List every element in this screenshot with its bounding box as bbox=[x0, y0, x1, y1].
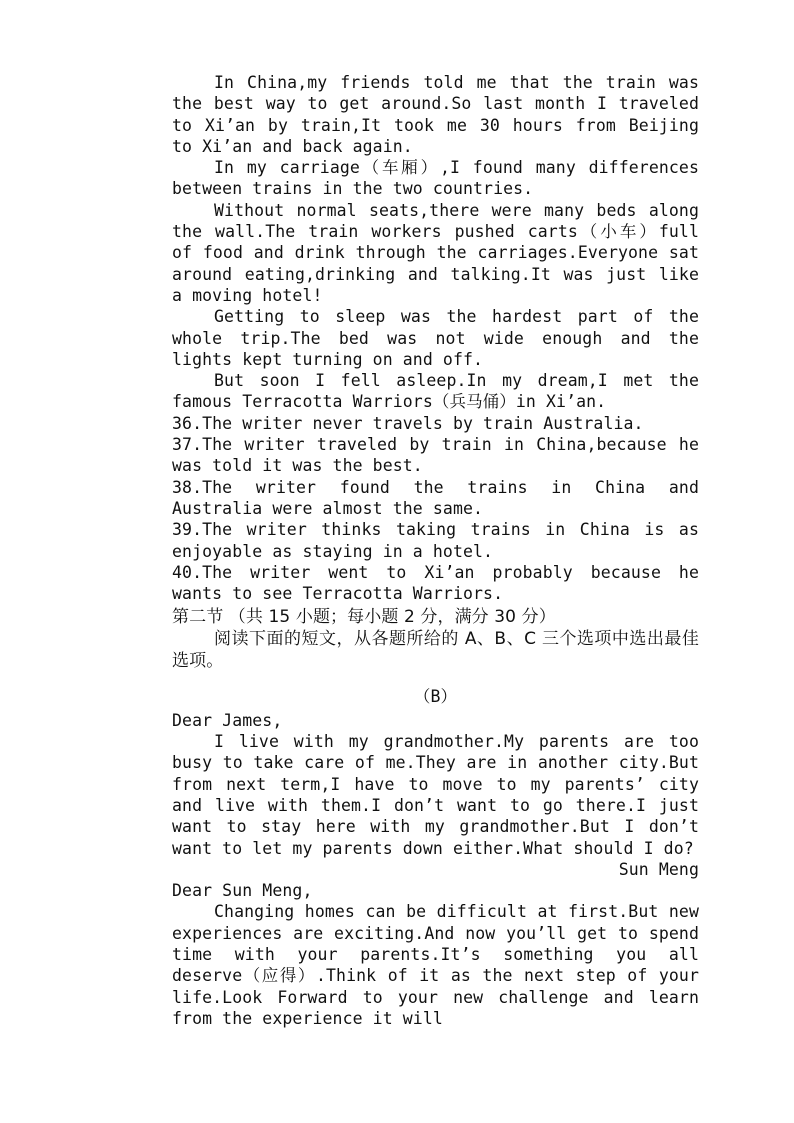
question-40: 40.The writer went to Xi’an probably because he wants to see Terracotta Warriors. bbox=[172, 562, 699, 604]
letter-1-body: I live with my grandmother.My parents are too busy to take care of me.They are in another city.But from next term,I have to move to my parents’ city and live with them.I don’t want to go there.I just want to stay here with my grandmother.But I don’t want to let my parents down either.What should I do? bbox=[172, 732, 699, 858]
question-38: 38.The writer found the trains in China and Australia were almost the same. bbox=[172, 477, 699, 518]
passage-a-paragraph-5: But soon I fell asleep.In my dream,I met the famous Terracotta Warriors（兵马俑）in Xi’an. bbox=[172, 371, 699, 412]
passage-a-paragraph-2: In my carriage（车厢）,I found many differences between trains in the two countries. bbox=[172, 158, 699, 199]
letter-2-body: Changing homes can be difficult at first.But new experiences are exciting.And now you’ll get to spend time with your parents.It’s something you all deserve（应得）.Think of it as the next step of your life.Look Forward to your new challenge and learn from the experience it will bbox=[172, 902, 699, 1028]
question-37: 37.The writer traveled by train in China,because he was told it was the best. bbox=[172, 435, 699, 476]
section-instruction: 阅读下面的短文，从各题所给的 A、B、C 三个选项中选出最佳选项。 bbox=[172, 629, 699, 672]
letter-2-greeting: Dear Sun Meng, bbox=[172, 881, 313, 901]
section-heading: 第二节 （共 15 小题；每小题 2 分，满分 30 分） bbox=[172, 607, 556, 628]
passage-b-label: （B） bbox=[413, 687, 458, 707]
question-36: 36.The writer never travels by train Australia. bbox=[172, 413, 644, 433]
document-page bbox=[172, 72, 699, 1029]
letter-1-greeting: Dear James, bbox=[172, 710, 283, 730]
passage-a-paragraph-1: In China,my friends told me that the train was the best way to get around.So last month I traveled to Xi’an by train,It took me 30 hours from Beijing to Xi’an and back again. bbox=[172, 73, 699, 156]
question-39: 39.The writer thinks taking trains in China is as enjoyable as staying in a hotel. bbox=[172, 520, 699, 561]
passage-a-paragraph-4: Getting to sleep was the hardest part of the whole trip.The bed was not wide enough and the lights kept turning on and off. bbox=[172, 307, 699, 369]
passage-a-paragraph-3: Without normal seats,there were many beds along the wall.The train workers pushed carts（小车）full of food and drink through the carriages.Everyone sat around eating,drinking and talking.It was just like a moving hotel! bbox=[172, 200, 699, 305]
letter-1-signature: Sun Meng bbox=[618, 859, 699, 879]
